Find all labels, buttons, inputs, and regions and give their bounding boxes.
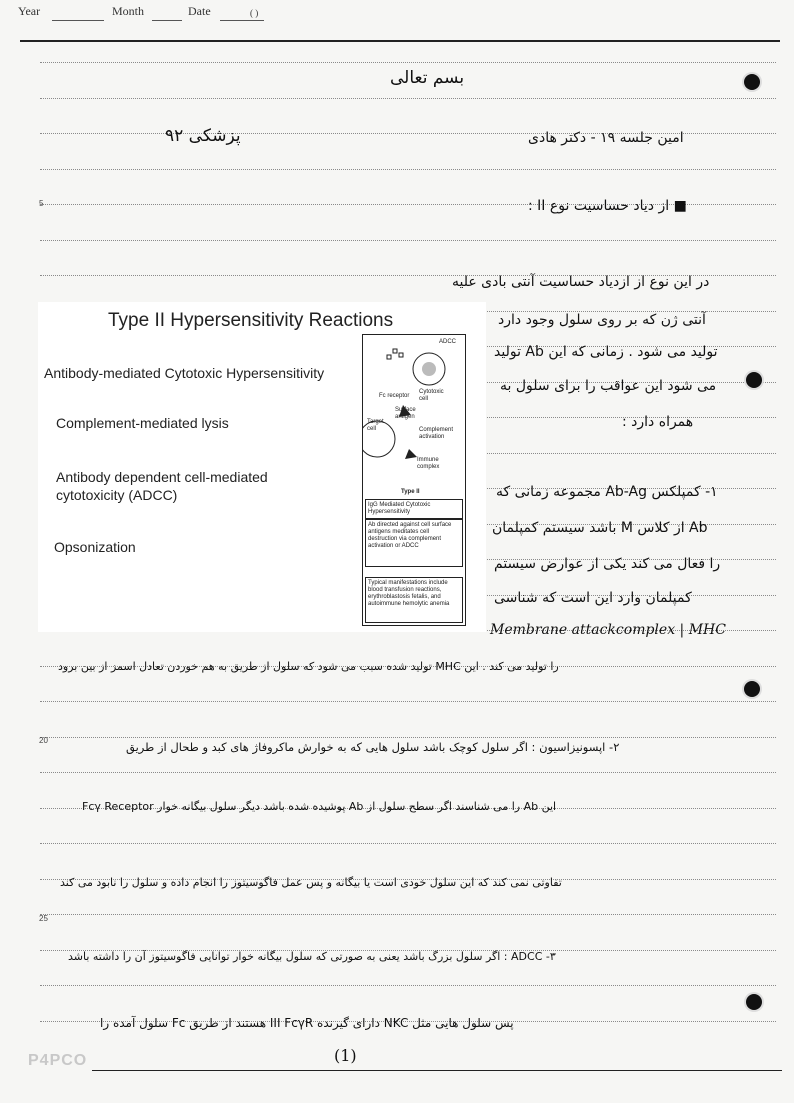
fig-box-igg: IgG Mediated Cytotoxic Hypersensitivity <box>365 499 463 519</box>
p4pco-logo: P4PCO <box>28 1052 88 1069</box>
handwritten-bismillah: بسم تعالی <box>390 68 465 88</box>
handwritten-item2-line1: ۲- اپسونیزاسیون : اگر سلول کوچک باشد سلول هایی که به خوارش ماکروفاژ های کبد و طحال از طریق <box>126 740 620 754</box>
header-date-line <box>220 20 264 21</box>
fig-type-label: Type II <box>401 489 420 495</box>
header-month: Month <box>112 4 145 18</box>
handwritten-item1-line4: کمپلمان وارد این است که شناسی <box>494 590 692 606</box>
type-ii-figure <box>362 334 466 626</box>
binder-hole <box>744 74 760 90</box>
handwritten-session: امین جلسه ۱۹ - دکتر هادی <box>528 130 684 146</box>
handwritten-p1-line1: در این نوع از ازدیاد حساسیت آنتی بادی علیه <box>452 274 710 290</box>
antigen-square <box>399 353 403 357</box>
fig-immune-complex: Immune complex <box>417 457 440 470</box>
handwritten-p1-line5: همراه دارد : <box>622 414 694 430</box>
fig-complement-activation: Complement activation <box>419 427 454 440</box>
binder-hole <box>744 681 760 697</box>
fig-target-cell: Target cell <box>367 419 384 432</box>
ruled-line <box>40 701 776 702</box>
ruled-line <box>40 240 776 241</box>
immune-complex-triangle <box>405 449 417 459</box>
header-month-line <box>152 20 182 21</box>
handwritten-item3-line1: ۳- ADCC : اگر سلول بزرگ باشد یعنی به صورتی که سلول بیگانه خوار توانایی فاگوسیتوز آن را داشته باشد <box>68 950 556 963</box>
header-year: Year <box>18 4 41 18</box>
handwritten-item1-line5: را تولید می کند . این MHC تولید شده سبب می شود که سلول از طریق به هم خوردن تعادل اسمز از بین برود <box>58 660 559 673</box>
handwritten-p1-line3: تولید می شود . زمانی که این Ab تولید <box>494 344 718 360</box>
slide-item-antibody-mediated: Antibody-mediated Cytotoxic Hypersensitivity <box>44 365 325 381</box>
handwritten-item2-line3: تفاوتی نمی کند که این سلول خودی است یا بیگانه و پس عمل فاگوسیتوز را انجام داده و سلول را نابود می کند <box>60 876 562 889</box>
page-number: (1) <box>334 1046 357 1065</box>
handwritten-item1-line1: ۱- کمپلکس Ab-Ag مجموعه زمانی که <box>496 484 718 500</box>
ruled-line <box>40 772 776 773</box>
header-paren: ( ) <box>250 8 259 18</box>
cytotoxic-cell-nucleus <box>422 362 436 376</box>
ruled-line <box>40 737 776 738</box>
header-year-line <box>52 20 104 21</box>
handwritten-item2-line2: این Ab را می شناسند اگر سطح سلول از Ab پوشیده شده باشد دیگر سلول بیگانه خوار Fcγ Receptor <box>82 800 557 813</box>
ruled-line <box>40 98 776 99</box>
binder-hole <box>746 994 762 1010</box>
fig-box-manifestations: Typical manifestations include blood transfusion reactions, erythroblastosis fetalis, and autoimmune hemolytic anemia <box>365 577 463 623</box>
handwritten-pezeshki: پزشکی ۹۲ <box>165 126 241 146</box>
slide-item-complement-lysis: Complement-mediated lysis <box>56 415 229 431</box>
line-number-5: 5 <box>39 199 44 208</box>
ruled-line <box>40 169 776 170</box>
handwritten-item3-line2: پس سلول هایی مثل NKC دارای گیرنده III FcγR هستند از طریق Fc سلول آمده را <box>100 1016 514 1030</box>
line-number-20: 20 <box>39 736 48 745</box>
slide-title: Type II Hypersensitivity Reactions <box>108 310 394 331</box>
fig-fc-receptor: Fc receptor <box>379 393 410 399</box>
handwritten-p1-line4: می شود این عواقب را برای سلول به <box>500 378 717 394</box>
antigen-square <box>387 355 391 359</box>
handwritten-heading: ■ از دیاد حساسیت نوع II : <box>528 198 687 214</box>
header-date: Date <box>188 4 211 18</box>
fig-cytotoxic-cell: Cytotoxic cell <box>419 389 444 402</box>
ruled-line <box>40 843 776 844</box>
ruled-line <box>40 62 776 63</box>
fig-box-mechanism: Ab directed against cell surface antigens meditates cell destruction via complement activation or ADCC <box>365 519 463 567</box>
bottom-rule <box>92 1070 782 1071</box>
slide-item-opsonization: Opsonization <box>54 539 136 555</box>
antigen-square <box>393 349 397 353</box>
ruled-line <box>40 985 776 986</box>
handwritten-item1-line3: را فعال می کند یکی از عوارض سیستم <box>494 556 721 572</box>
handwritten-item1-english: Membrane attackcomplex | MHC <box>490 622 726 638</box>
handwritten-p1-line2: آنتی ژن که بر روی سلول وجود دارد <box>498 312 706 328</box>
fig-adcc: ADCC <box>439 339 457 345</box>
pasted-slide <box>38 302 486 632</box>
line-number-25: 25 <box>39 914 48 923</box>
handwritten-item1-line2: Ab از کلاس M باشد سیستم کمپلمان <box>492 520 708 536</box>
ruled-line <box>40 914 776 915</box>
binder-hole <box>746 372 762 388</box>
top-rule <box>20 40 780 42</box>
fig-surface-antigen: Surface antigen <box>395 407 416 420</box>
slide-item-adcc: Antibody dependent cell-mediated cytotoxicity (ADCC) <box>56 469 268 503</box>
